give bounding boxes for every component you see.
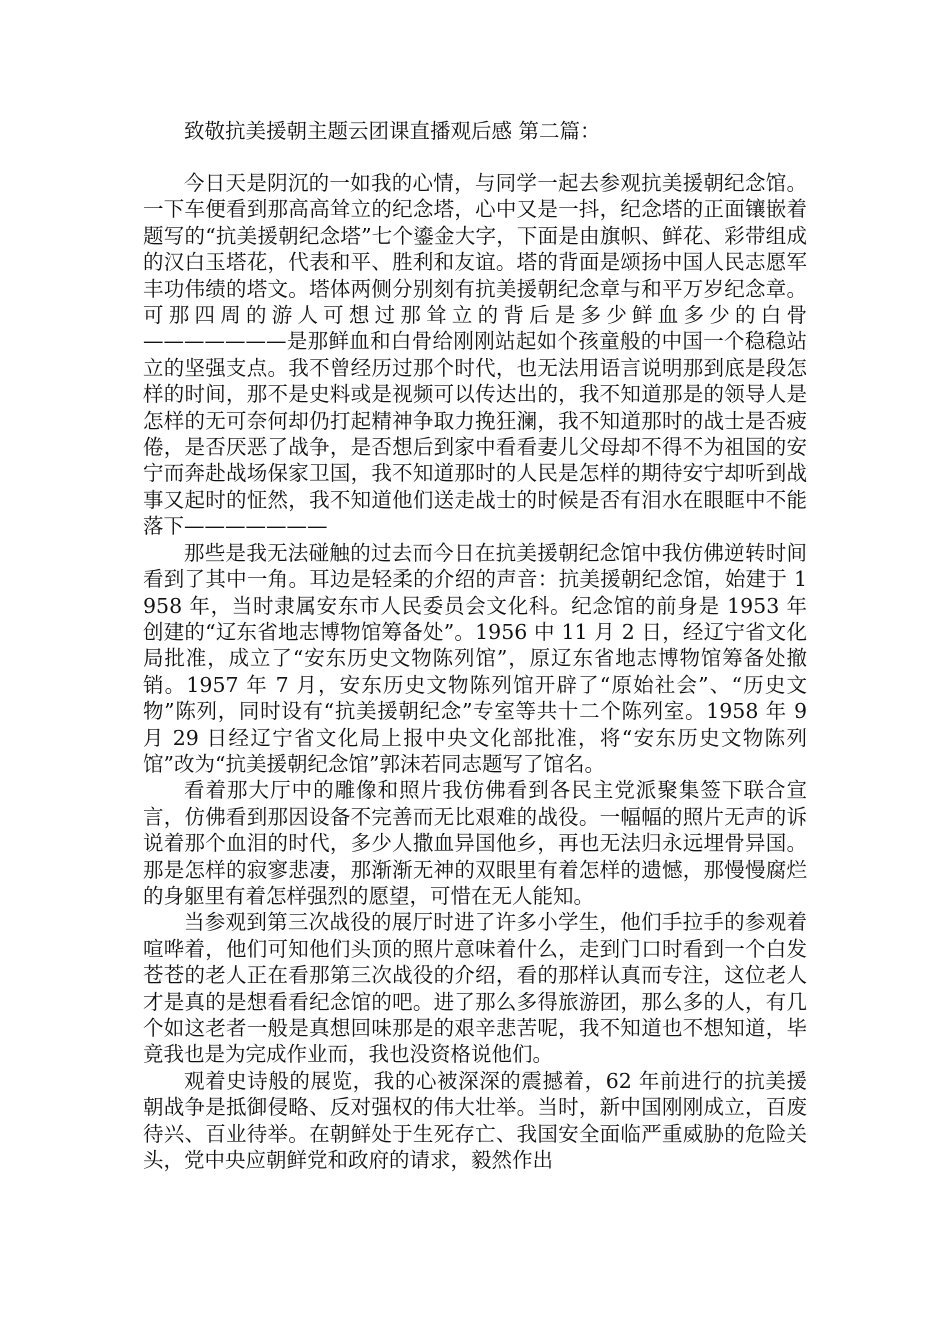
document-title: 致敬抗美援朝主题云团课直播观后感 第二篇：: [184, 119, 601, 143]
paragraph-4: 当参观到第三次战役的展厅时进了许多小学生，他们手拉手的参观着喧哗着，他们可知他们头顶的照片意味着什么，走到门口时看到一个白发苍苍的老人正在看那第三次战役的介绍，看的那样认真而专注，这位老人才是真的是想看看纪念馆的吧。进了那么多得旅游团，那么多的人，有几个如这老者一般是真想回味那是的艰辛悲苦呢，我不知道也不想知道，毕竟我也是为完成作业而，我也没资格说他们。: [143, 910, 807, 1067]
document-page: [143, 118, 807, 1173]
paragraph-3: 看着那大厅中的雕像和照片我仿佛看到各民主党派聚集签下联合宣言，仿佛看到那因设备不完善而无比艰难的战役。一幅幅的照片无声的诉说着那个血泪的时代，多少人撒血异国他乡，再也无法归永远埋骨异国。那是怎样的寂寥悲凄，那渐渐无神的双眼里有着怎样的遗憾，那慢慢腐烂的身躯里有着怎样强烈的愿望，可惜在无人能知。: [143, 778, 807, 908]
paragraph-5: 观着史诗般的展览，我的心被深深的震撼着，62 年前进行的抗美援朝战争是抵御侵略、反对强权的伟大壮举。当时，新中国刚刚成立，百废待兴、百业待举。在朝鲜处于生死存亡、我国安全面临严重威胁的危险关头，党中央应朝鲜党和政府的请求，毅然作出: [143, 1068, 807, 1173]
paragraph-2: 那些是我无法碰触的过去而今日在抗美援朝纪念馆中我仿佛逆转时间看到了其中一角。耳边是轻柔的介绍的声音：抗美援朝纪念馆，始建于 1958 年，当时隶属安东市人民委员会文化科。纪念馆的前身是 1953 年创建的“辽东省地志博物馆筹备处”。1956 中 11 月 2 日，经辽宁省文化局批准，成立了“安东历史文物陈列馆”，原辽东省地志博物馆筹备处撤销。1957 年 7 月，安东历史文物陈列馆开辟了“原始社会”、“历史文物”陈列，同时设有“抗美援朝纪念”专室等共十二个陈列室。1958 年 9 月 29 日经辽宁省文化局上报中央文化部批准，将“安东历史文物陈列馆”改为“抗美援朝纪念馆”郭沫若同志题写了馆名。: [143, 540, 807, 776]
paragraph-1: 今日天是阴沉的一如我的心情，与同学一起去参观抗美援朝纪念馆。一下车便看到那高高耸立的纪念塔，心中又是一抖，纪念塔的正面镶嵌着题写的“抗美援朝纪念塔”七个鎏金大字，下面是由旗帜、鲜花、彩带组成的汉白玉塔花，代表和平、胜利和友谊。塔的背面是颂扬中国人民志愿军丰功伟绩的塔文。塔体两侧分别刻有抗美援朝纪念章与和平万岁纪念章。可那四周的游人可想过那耸立的背后是多少鲜血多少的白骨———————是那鲜血和白骨给刚刚站起如个孩童般的中国一个稳稳站立的坚强支点。我不曾经历过那个时代，也无法用语言说明那到底是段怎样的时间，那不是史料或是视频可以传达出的，我不知道那是的领导人是怎样的无可奈何却仍打起精神争取力挽狂澜，我不知道那时的战士是否疲倦，是否厌恶了战争，是否想后到家中看看妻儿父母却不得不为祖国的安宁而奔赴战场保家卫国，我不知道那时的人民是怎样的期待安宁却听到战事又起时的怔然，我不知道他们送走战士的时候是否有泪水在眼眶中不能落下———————: [143, 171, 807, 539]
